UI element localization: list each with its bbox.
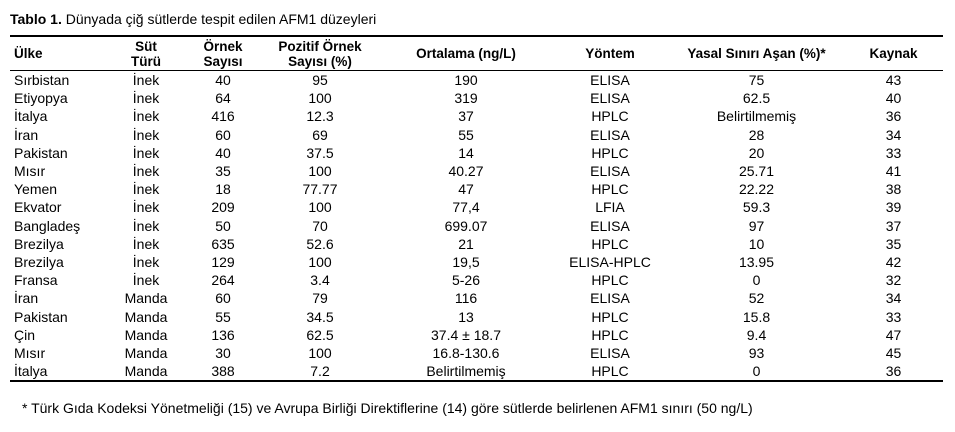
cell-positive-samples: 7.2 (259, 362, 381, 381)
table-body (10, 71, 943, 382)
cell-method: HPLC (591, 272, 629, 289)
cell-sample-count: 388 (187, 362, 259, 381)
cell-country: Fransa (14, 272, 58, 289)
cell-exceeding-limit: 59.3 (742, 199, 771, 216)
cell-milk-type: Manda (124, 345, 168, 362)
cell-country: Mısır (14, 345, 46, 362)
cell-method: HPLC (591, 308, 629, 325)
cell-sample-count: 18 (215, 181, 231, 198)
cell-method: ELISA (590, 72, 630, 88)
cell-mean: 47 (458, 181, 474, 198)
cell-mean: 19,5 (452, 254, 480, 271)
cell-country: Ekvator (14, 199, 62, 216)
cell-country: Pakistan (14, 308, 68, 325)
header-sample-count: Örnek Sayısı (187, 36, 259, 71)
cell-positive-samples: 62.5 (306, 326, 334, 343)
caption-label: Tablo 1. (10, 11, 62, 27)
cell-method: HPLC (591, 235, 629, 252)
cell-country: Etiyopya (14, 90, 68, 107)
cell-sample-count: 264 (211, 272, 235, 289)
cell-country: Yemen (14, 181, 58, 198)
cell-reference: 32 (885, 272, 902, 289)
table-row (10, 289, 943, 307)
cell-positive-samples: 100 (308, 163, 332, 180)
cell-reference: 42 (885, 254, 902, 271)
cell-mean: 40.27 (448, 163, 484, 180)
cell-mean: 14 (458, 144, 474, 161)
table-row (10, 89, 943, 107)
cell-reference: 34 (885, 290, 902, 307)
header-method: Yöntem (551, 36, 669, 71)
cell-reference: 33 (885, 308, 902, 325)
cell-exceeding-limit: 13.95 (738, 254, 775, 271)
cell-milk-type: İnek (132, 90, 160, 107)
cell-exceeding-limit: 97 (748, 217, 765, 234)
cell-method: HPLC (591, 181, 629, 198)
table-row (10, 253, 943, 271)
cell-reference: 36 (885, 108, 902, 125)
cell-exceeding-limit: 22.22 (738, 181, 775, 198)
cell-mean: 21 (458, 235, 474, 252)
cell-method: ELISA (590, 290, 630, 307)
cell-exceeding-limit: 62.5 (742, 90, 771, 107)
cell-exceeding-limit: 15.8 (742, 308, 771, 325)
caption-text: Dünyada çiğ sütlerde tespit edilen AFM1 düzeyleri (65, 11, 377, 27)
cell-positive-samples: 100 (308, 199, 332, 216)
cell-exceeding-limit: 20 (748, 144, 765, 161)
header-milk-type: Süt Türü (105, 36, 187, 71)
table-row (10, 144, 943, 162)
cell-country: Çin (14, 326, 36, 343)
header-mean: Ortalama (ng/L) (381, 36, 551, 71)
cell-positive-samples: 100 (308, 254, 332, 271)
cell-mean: 37 (458, 108, 474, 125)
cell-country: Mısır (14, 163, 46, 180)
cell-milk-type: İnek (132, 163, 160, 180)
cell-milk-type: Manda (124, 290, 168, 307)
cell-sample-count: 35 (215, 163, 231, 180)
cell-country: Brezilya (14, 235, 64, 252)
cell-exceeding-limit: Belirtilmemiş (716, 108, 797, 125)
cell-milk-type: İnek (132, 199, 160, 216)
cell-sample-count: 209 (211, 199, 235, 216)
cell-exceeding-limit: 52 (748, 290, 765, 307)
cell-positive-samples: 37.5 (306, 144, 334, 161)
table-row (10, 308, 943, 326)
cell-mean: Belirtilmemiş (381, 362, 551, 381)
cell-country: İran (14, 126, 39, 143)
cell-sample-count: 60 (215, 126, 231, 143)
cell-method: LFIA (595, 199, 625, 216)
cell-positive-samples: 95 (312, 72, 328, 88)
cell-sample-count: 40 (215, 144, 231, 161)
cell-mean: 77,4 (452, 199, 480, 216)
afm1-table (10, 35, 943, 382)
header-positive-samples: Pozitif Örnek Sayısı (%) (259, 36, 381, 71)
cell-method: HPLC (551, 362, 669, 381)
table-row (10, 271, 943, 289)
cell-sample-count: 64 (215, 90, 231, 107)
cell-milk-type: İnek (132, 181, 160, 198)
cell-positive-samples: 34.5 (306, 308, 334, 325)
cell-mean: 13 (458, 308, 474, 325)
cell-reference: 36 (844, 362, 943, 381)
cell-country: İtalya (10, 362, 105, 381)
cell-exceeding-limit: 0 (669, 362, 844, 381)
table-row (10, 162, 943, 180)
cell-method: ELISA (590, 345, 630, 362)
cell-positive-samples: 12.3 (306, 108, 334, 125)
cell-positive-samples: 77.77 (302, 181, 338, 198)
cell-sample-count: 129 (211, 254, 235, 271)
cell-sample-count: 416 (211, 108, 235, 125)
cell-positive-samples: 3.4 (310, 272, 330, 289)
table-row (10, 107, 943, 125)
cell-country: Sırbistan (14, 72, 70, 88)
cell-reference: 41 (885, 163, 902, 180)
cell-reference: 38 (885, 181, 902, 198)
cell-country: Pakistan (14, 144, 68, 161)
table-row (10, 71, 943, 90)
cell-positive-samples: 52.6 (306, 235, 334, 252)
cell-milk-type: Manda (124, 326, 168, 343)
table-row (10, 362, 943, 381)
cell-reference: 33 (885, 144, 902, 161)
cell-method: HPLC (591, 144, 629, 161)
cell-sample-count: 60 (215, 290, 231, 307)
header-exceeding-limit: Yasal Sınırı Aşan (%)* (669, 36, 844, 71)
cell-exceeding-limit: 0 (752, 272, 761, 289)
cell-sample-count: 136 (211, 326, 235, 343)
footnote: * Türk Gıda Kodeksi Yönetmeliği (15) ve Avrupa Birliği Direktiflerine (14) göre sütlerde belirlenen AFM1 sınırı (50 ng/L) (22, 400, 753, 416)
cell-mean: 319 (454, 90, 478, 107)
cell-milk-type: İnek (132, 217, 160, 234)
cell-sample-count: 50 (215, 217, 231, 234)
table-row (10, 235, 943, 253)
cell-positive-samples: 79 (312, 290, 328, 307)
cell-country: Brezilya (14, 254, 64, 271)
header-country: Ülke (10, 36, 105, 71)
cell-method: ELISA (590, 126, 630, 143)
cell-milk-type: İnek (132, 108, 160, 125)
cell-mean: 190 (454, 72, 478, 88)
cell-mean: 5-26 (451, 272, 481, 289)
cell-milk-type: İnek (132, 126, 160, 143)
table-caption (10, 11, 376, 27)
table-row (10, 344, 943, 362)
cell-exceeding-limit: 9.4 (746, 326, 767, 343)
table-row (10, 180, 943, 198)
cell-sample-count: 635 (211, 235, 235, 252)
cell-reference: 35 (885, 235, 902, 252)
cell-country: İtalya (14, 108, 48, 125)
cell-milk-type: Manda (124, 308, 168, 325)
cell-positive-samples: 70 (312, 217, 328, 234)
table-header (10, 36, 943, 71)
cell-sample-count: 30 (215, 345, 231, 362)
cell-mean: 16.8-130.6 (432, 345, 500, 362)
cell-method: ELISA (590, 217, 630, 234)
cell-mean: 116 (454, 290, 478, 307)
cell-reference: 43 (885, 72, 902, 88)
cell-exceeding-limit: 75 (748, 72, 765, 88)
cell-reference: 47 (885, 326, 902, 343)
cell-milk-type: Manda (105, 362, 187, 381)
cell-mean: 699.07 (444, 217, 488, 234)
cell-exceeding-limit: 25.71 (738, 163, 775, 180)
cell-method: ELISA-HPLC (569, 254, 651, 271)
cell-milk-type: İnek (132, 254, 160, 271)
cell-reference: 37 (885, 217, 902, 234)
header-reference: Kaynak (844, 36, 943, 71)
cell-country: İran (14, 290, 39, 307)
cell-method: ELISA (590, 90, 630, 107)
cell-reference: 40 (885, 90, 902, 107)
cell-milk-type: İnek (132, 272, 160, 289)
table-row (10, 126, 943, 144)
table-row (10, 198, 943, 216)
table-row (10, 217, 943, 235)
cell-positive-samples: 100 (308, 90, 332, 107)
cell-exceeding-limit: 10 (748, 235, 765, 252)
cell-positive-samples: 100 (308, 345, 332, 362)
cell-positive-samples: 69 (312, 126, 328, 143)
cell-sample-count: 55 (215, 308, 231, 325)
cell-reference: 39 (885, 199, 902, 216)
cell-mean: 37.4 ± 18.7 (431, 326, 501, 343)
cell-method: HPLC (591, 108, 629, 125)
cell-country: Bangladeş (14, 217, 81, 234)
cell-reference: 45 (885, 345, 902, 362)
cell-milk-type: İnek (132, 144, 160, 161)
cell-mean: 55 (458, 126, 474, 143)
cell-reference: 34 (885, 126, 902, 143)
cell-exceeding-limit: 28 (748, 126, 765, 143)
cell-method: ELISA (590, 163, 630, 180)
table-row (10, 326, 943, 344)
cell-exceeding-limit: 93 (748, 345, 765, 362)
cell-sample-count: 40 (215, 72, 231, 88)
cell-milk-type: İnek (132, 235, 160, 252)
cell-method: HPLC (591, 326, 629, 343)
cell-milk-type: İnek (132, 72, 160, 88)
